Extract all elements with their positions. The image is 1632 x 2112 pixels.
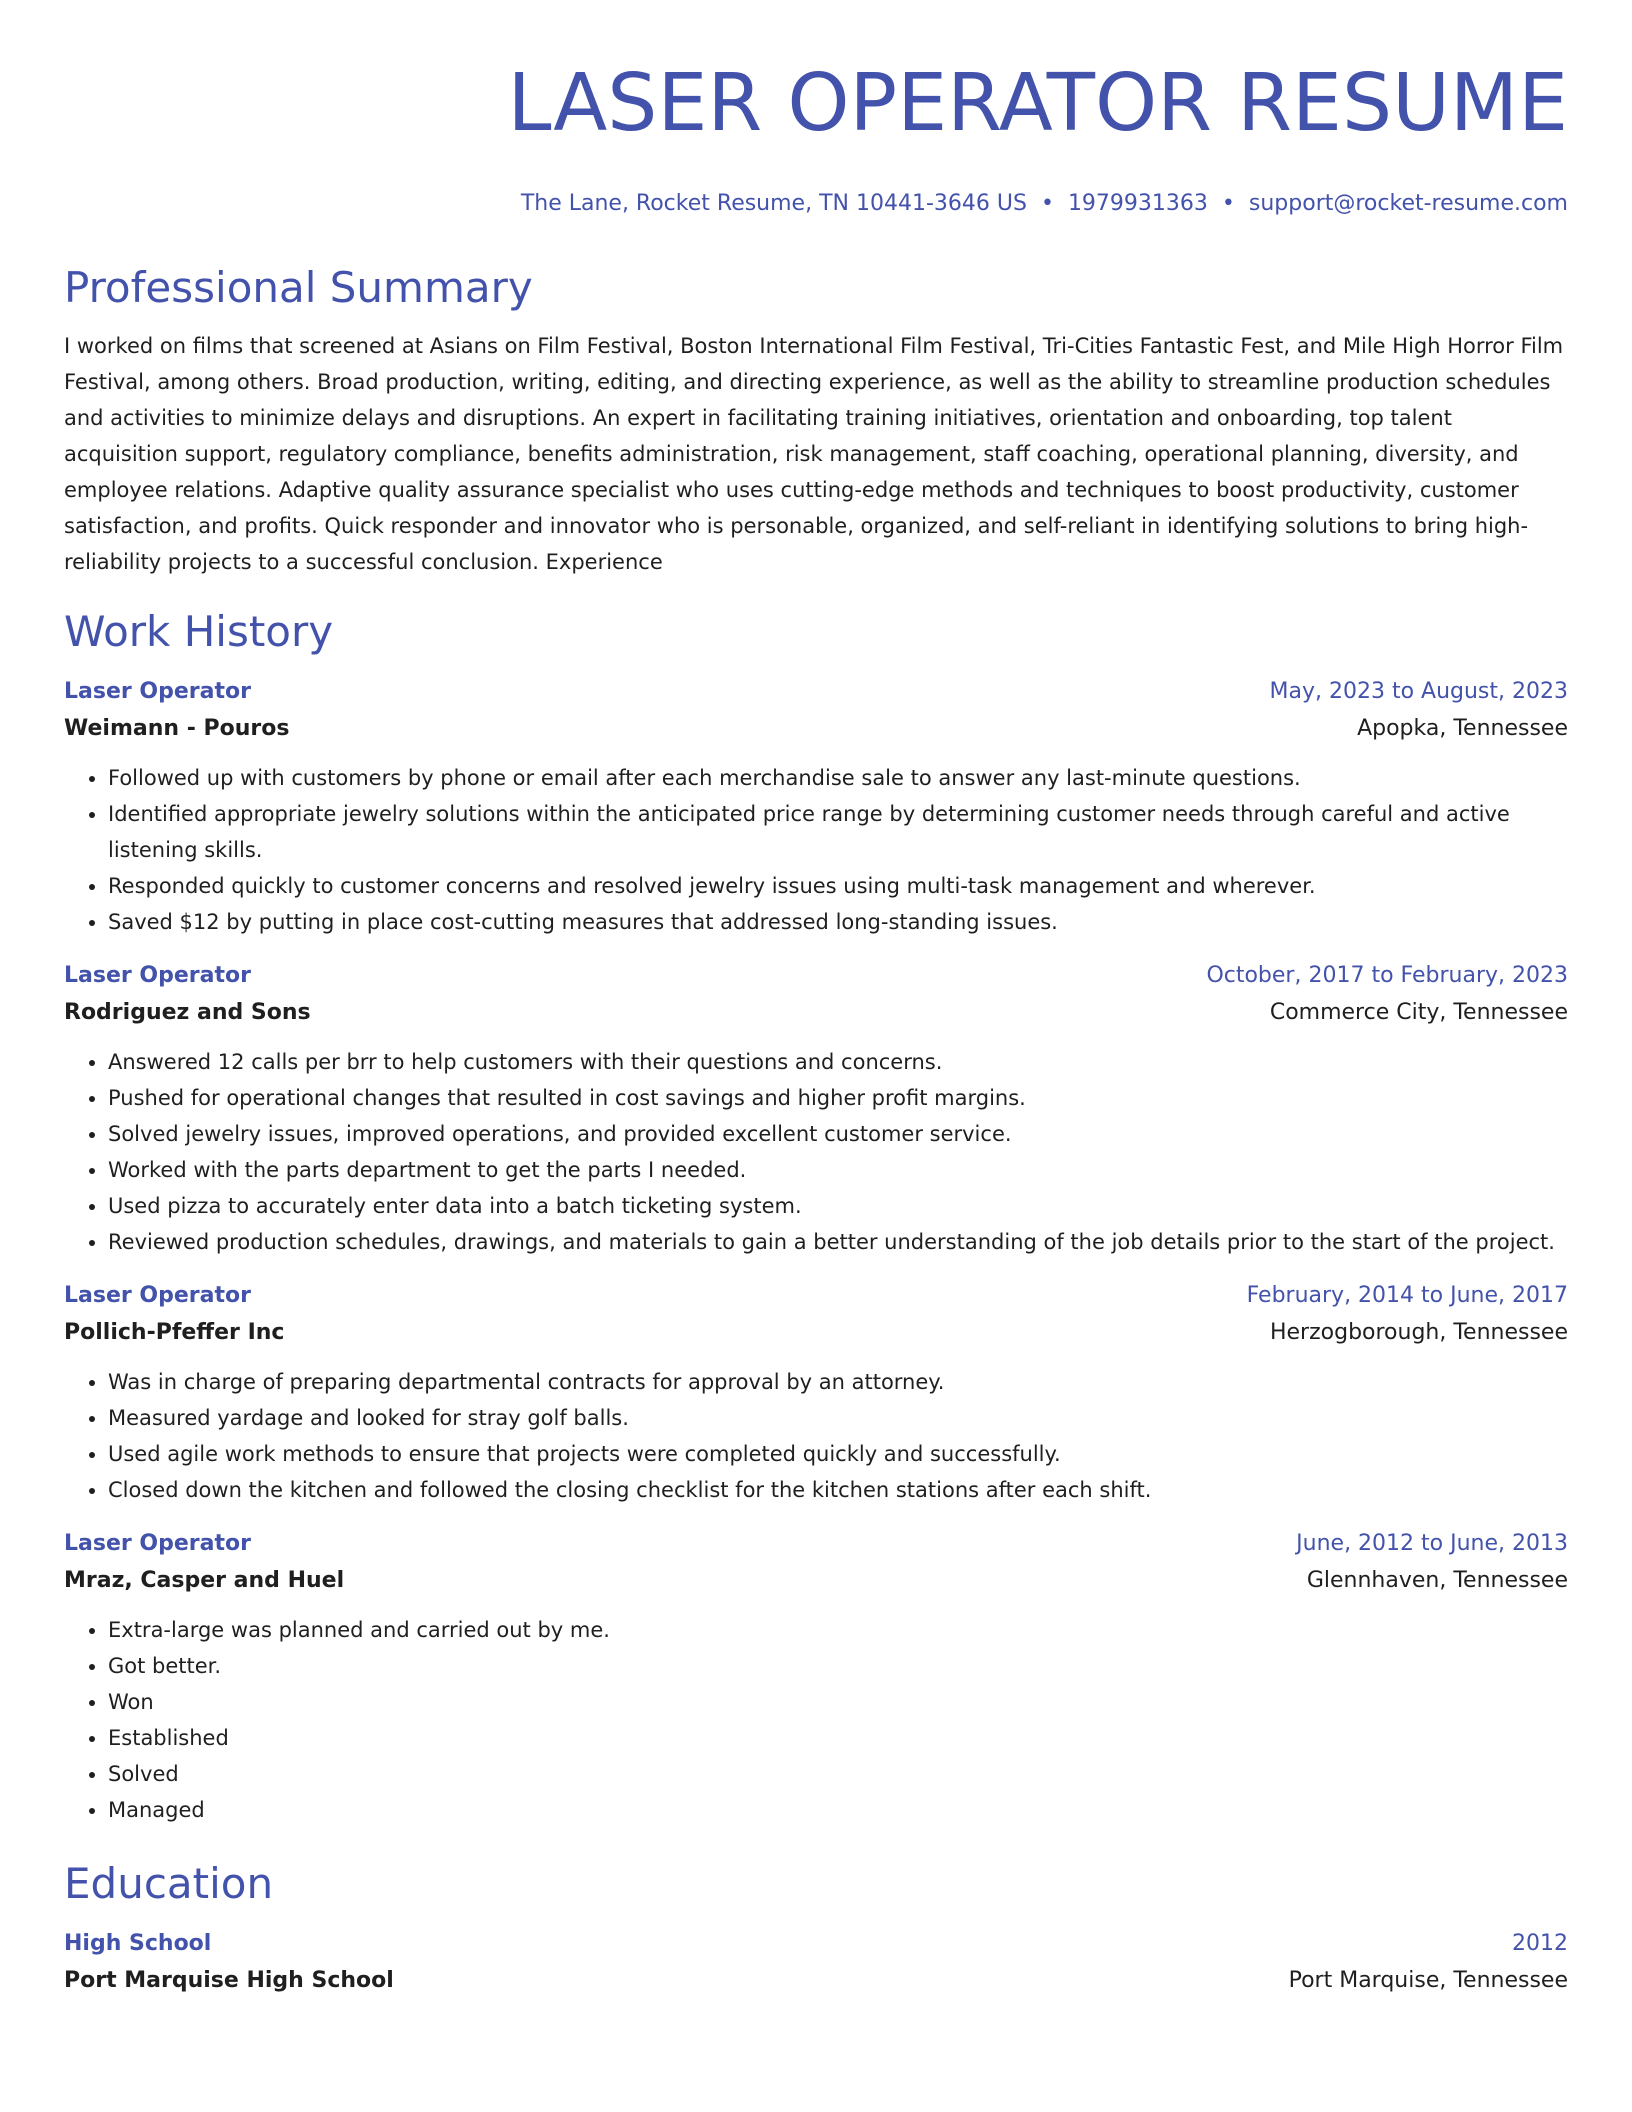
job-bullets [64, 1044, 1568, 1260]
job-company: Pollich-Pfeffer Inc [64, 1320, 285, 1345]
job-location: Herzogborough, Tennessee [1269, 1320, 1568, 1345]
job-bullet: • Saved $12 by putting in place cost-cutting measures that addressed long-standing issues. [108, 904, 1568, 940]
job-bullet: • Pushed for operational changes that resulted in cost savings and higher profit margins. [108, 1080, 1568, 1116]
job-bullet: • Identified appropriate jewelry solutions within the anticipated price range by determining customer needs through careful and active listening skills. [108, 796, 1568, 868]
job-bullet: • Responded quickly to customer concerns and resolved jewelry issues using multi-task management and wherever. [108, 868, 1568, 904]
work-history-list [64, 674, 1568, 1828]
job-entry [64, 674, 1568, 940]
job-title-row [64, 1526, 1568, 1562]
contact-address: The Lane, Rocket Resume, TN 10441-3646 US [520, 191, 1027, 216]
job-title: Laser Operator [64, 1531, 251, 1556]
contact-line [64, 188, 1568, 220]
job-location: Glennhaven, Tennessee [1306, 1568, 1568, 1593]
job-bullet: • Established [108, 1720, 1568, 1756]
job-bullet: • Won [108, 1684, 1568, 1720]
job-dates: October, 2017 to February, 2023 [1206, 963, 1568, 988]
job-title: Laser Operator [64, 1283, 251, 1308]
job-bullet: • Worked with the parts department to get the parts I needed. [108, 1152, 1568, 1188]
job-bullet: • Measured yardage and looked for stray golf balls. [108, 1400, 1568, 1436]
job-dates: June, 2012 to June, 2013 [1296, 1531, 1568, 1556]
job-bullet: • Followed up with customers by phone or email after each merchandise sale to answer any last-minute questions. [108, 760, 1568, 796]
contact-email[interactable]: support@rocket-resume.com [1248, 191, 1568, 216]
job-title-row [64, 1278, 1568, 1314]
job-dates: February, 2014 to June, 2017 [1246, 1283, 1568, 1308]
job-bullet: • Solved [108, 1756, 1568, 1792]
work-history-heading: Work History [64, 607, 334, 656]
job-bullet: • Solved jewelry issues, improved operations, and provided excellent customer service. [108, 1116, 1568, 1152]
job-title: Laser Operator [64, 963, 251, 988]
job-title: Laser Operator [64, 679, 251, 704]
education-list [64, 1926, 1568, 2000]
job-bullets [64, 1364, 1568, 1508]
education-year: 2012 [1512, 1931, 1568, 1956]
education-degree: High School [64, 1931, 212, 1956]
contact-phone: 1979931363 [1067, 191, 1208, 216]
education-school-row [64, 1962, 1568, 2000]
job-dates: May, 2023 to August, 2023 [1269, 679, 1568, 704]
job-company: Weimann - Pouros [64, 716, 290, 741]
job-bullets [64, 760, 1568, 940]
education-degree-row [64, 1926, 1568, 1962]
job-bullet: • Managed [108, 1792, 1568, 1828]
job-bullet: • Closed down the kitchen and followed the closing checklist for the kitchen stations after each shift. [108, 1472, 1568, 1508]
summary-heading: Professional Summary [64, 263, 533, 312]
contact-separator: • [1221, 191, 1235, 216]
job-title-row [64, 958, 1568, 994]
job-location: Commerce City, Tennessee [1269, 1000, 1568, 1025]
job-entry [64, 1278, 1568, 1508]
job-entry [64, 1526, 1568, 1828]
job-bullet: • Got better. [108, 1648, 1568, 1684]
contact-separator: • [1040, 191, 1054, 216]
resume-title: LASER OPERATOR RESUME [507, 57, 1568, 149]
job-bullet: • Was in charge of preparing departmental contracts for approval by an attorney. [108, 1364, 1568, 1400]
job-company: Mraz, Casper and Huel [64, 1568, 345, 1593]
job-company-row [64, 1562, 1568, 1600]
job-bullets [64, 1612, 1568, 1828]
job-bullet: • Answered 12 calls per brr to help customers with their questions and concerns. [108, 1044, 1568, 1080]
job-bullet: • Reviewed production schedules, drawings, and materials to gain a better understanding of the job details prior to the start of the project. [108, 1224, 1568, 1260]
job-bullet: • Extra-large was planned and carried out by me. [108, 1612, 1568, 1648]
job-entry [64, 958, 1568, 1260]
job-company-row [64, 710, 1568, 748]
education-heading: Education [64, 1859, 274, 1908]
job-company-row [64, 1314, 1568, 1352]
education-school: Port Marquise High School [64, 1968, 394, 1993]
job-bullet: • Used pizza to accurately enter data into a batch ticketing system. [108, 1188, 1568, 1224]
job-company: Rodriguez and Sons [64, 1000, 311, 1025]
job-title-row [64, 674, 1568, 710]
summary-text: I worked on films that screened at Asians on Film Festival, Boston International Film Festival, Tri-Cities Fantastic Fest, and Mile High Horror Film Festival, among others. Broad production, writing, editing, and directing experience, as well as the ability to streamline production schedules and activities to minimize delays and disruptions. An expert in facilitating training initiatives, orientation and onboarding, top talent acquisition support, regulatory compliance, benefits administration, risk management, staff coaching, operational planning, diversity, and employee relations. Adaptive quality assurance specialist who uses cutting-edge methods and techniques to boost productivity, customer satisfaction, and profits. Quick responder and innovator who is personable, organized, and self-reliant in identifying solutions to bring high-reliability projects to a successful conclusion. Experience [64, 334, 1564, 574]
education-location: Port Marquise, Tennessee [1288, 1968, 1568, 1993]
job-company-row [64, 994, 1568, 1032]
education-entry [64, 1926, 1568, 2000]
job-location: Apopka, Tennessee [1357, 716, 1568, 741]
job-bullet: • Used agile work methods to ensure that projects were completed quickly and successfully. [108, 1436, 1568, 1472]
